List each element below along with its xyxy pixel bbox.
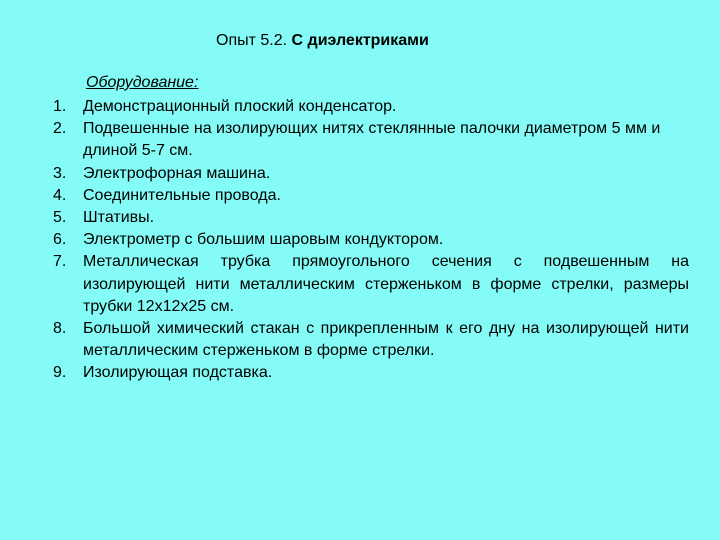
- list-item-number: 1.: [53, 98, 67, 115]
- list-item-number: 7.: [53, 253, 67, 271]
- list-item-number: 3.: [53, 164, 67, 182]
- list-item: [53, 118, 689, 162]
- list-item: [53, 185, 689, 207]
- list-item: [53, 251, 689, 318]
- list-item-text: Соединительные провода.: [83, 186, 281, 204]
- slide-title: [216, 31, 429, 51]
- list-item-text: Демонстрационный плоский конденсатор.: [83, 98, 397, 115]
- list-item: [53, 96, 689, 118]
- equipment-list: [53, 96, 689, 385]
- list-item-text: Большой химический стакан с прикрепленным к его дну на изолирующей нити металлическим стерженьком в форме стрелки.: [83, 320, 689, 360]
- list-item-number: 4.: [53, 186, 67, 204]
- list-item-number: 2.: [53, 120, 67, 138]
- list-item-number: 5.: [53, 209, 67, 227]
- equipment-heading: Оборудование:: [86, 74, 199, 91]
- list-item: [53, 229, 689, 251]
- list-item-text: Штативы.: [83, 209, 155, 227]
- list-item-text: Подвешенные на изолирующих нитях стеклянные палочки диаметром 5 мм и длиной 5-7 см.: [83, 120, 661, 160]
- list-item-number: 8.: [53, 320, 67, 338]
- list-item: [53, 318, 689, 362]
- list-item: [53, 207, 689, 229]
- list-item-text: Металлическая трубка прямоугольного сечения с подвешенным на изолирующей нити металлическим стерженьком в форме стрелки, размеры трубки 12x12x25 см.: [83, 253, 689, 315]
- list-item-text: Электрофорная машина.: [83, 164, 271, 182]
- list-item: [53, 163, 689, 185]
- list-item-text: Изолирующая подставка.: [83, 364, 273, 382]
- list-item-number: 6.: [53, 231, 67, 249]
- list-item-text: Электрометр с большим шаровым кондуктором.: [83, 231, 444, 249]
- title-prefix: Опыт 5.2.: [216, 32, 288, 49]
- list-item: [53, 362, 689, 384]
- title-bold: С диэлектриками: [291, 32, 429, 49]
- list-item-number: 9.: [53, 364, 67, 382]
